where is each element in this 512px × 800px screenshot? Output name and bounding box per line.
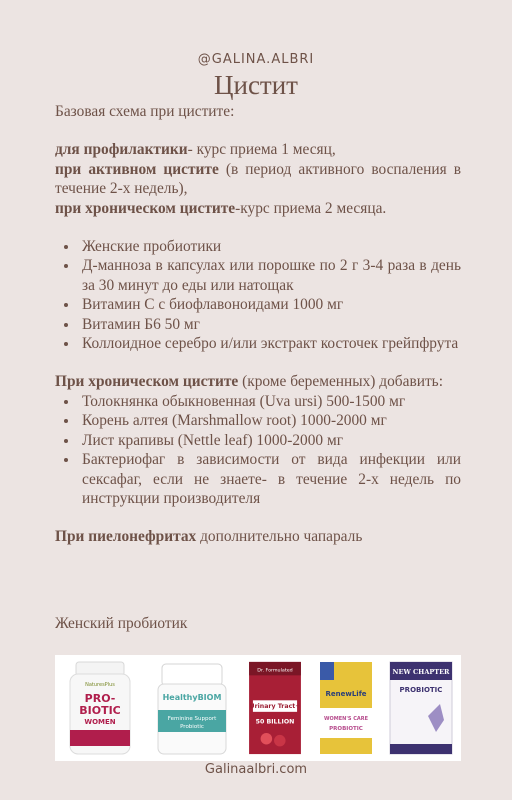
svg-text:WOMEN: WOMEN: [84, 718, 116, 726]
course-prevention: для профилактики- курс приема 1 месяц,: [55, 141, 336, 159]
list-item: Женские пробиотики: [55, 237, 461, 256]
chronic-heading: При хроническом цистите (кроме беременных) добавить:: [55, 373, 443, 391]
product-new-chapter-image: [388, 660, 454, 756]
list-item: Коллоидное серебро и/или экстракт косточек грейпфрута: [55, 334, 461, 353]
product-dr-formulated-image: [246, 660, 304, 756]
svg-text:50 BILLION: 50 BILLION: [255, 718, 295, 726]
pyelonephritis-note: При пиелонефритах дополнительно чапараль: [55, 528, 363, 546]
list-item: Витамин С с биофлавоноидами 1000 мг: [55, 295, 461, 314]
list-item: Толокнянка обыкновенная (Uva ursi) 500-1500 мг: [55, 392, 461, 411]
page-title: Цистит: [214, 70, 298, 100]
svg-text:PROBIOTIC: PROBIOTIC: [399, 686, 443, 694]
svg-text:BIOTIC: BIOTIC: [79, 704, 121, 717]
svg-text:Probiotic: Probiotic: [180, 724, 204, 730]
list-item: Бактериофаг в зависимости от вида инфекции или сексафаг, если не знаете- в течение 2-х недель по инструкции производителя: [55, 450, 461, 508]
svg-text:RenewLife: RenewLife: [325, 690, 367, 698]
list-item: Лист крапивы (Nettle leaf) 1000-2000 мг: [55, 431, 461, 450]
svg-text:Urinary Tract+: Urinary Tract+: [249, 703, 301, 710]
list-item: Корень алтея (Marshmallow root) 1000-2000 мг: [55, 411, 461, 430]
course-chronic: при хроническом цистите-курс приема 2 месяца.: [55, 199, 387, 217]
author-handle: @GALINA.ALBRI: [197, 52, 315, 67]
list-item: Д-манноза в капсулах или порошке по 2 г 3-4 раза в день за 30 минут до еды или натощак: [55, 256, 461, 295]
svg-text:NaturesPlus: NaturesPlus: [85, 682, 115, 688]
product-images: [55, 655, 461, 761]
svg-text:HealthyBIOM: HealthyBIOM: [162, 693, 222, 702]
svg-text:NEW CHAPTER: NEW CHAPTER: [392, 668, 450, 676]
svg-text:WOMEN'S CARE: WOMEN'S CARE: [323, 716, 369, 722]
product-renewlife-image: [318, 660, 374, 756]
list-item: Витамин Б6 50 мг: [55, 315, 461, 334]
product-healthybiom-image: [152, 660, 232, 756]
chronic-supplement-list: [55, 392, 461, 508]
probiotic-label: Женский пробиотик: [55, 615, 188, 632]
svg-text:PROBIOTIC: PROBIOTIC: [329, 726, 363, 732]
course-active: при активном цистите (в период активного воспаления в течение 2-х недель),: [55, 160, 461, 198]
intro-text: Базовая схема при цистите:: [55, 103, 235, 120]
site-url: Galinaalbri.com: [204, 762, 308, 777]
base-supplement-list: [55, 237, 461, 353]
svg-text:Dr. Formulated: Dr. Formulated: [257, 668, 293, 674]
article-body: [55, 102, 461, 547]
product-naturesplus-image: [62, 660, 138, 756]
svg-text:PRO-: PRO-: [84, 692, 116, 705]
svg-text:Feminine Support: Feminine Support: [167, 716, 217, 722]
